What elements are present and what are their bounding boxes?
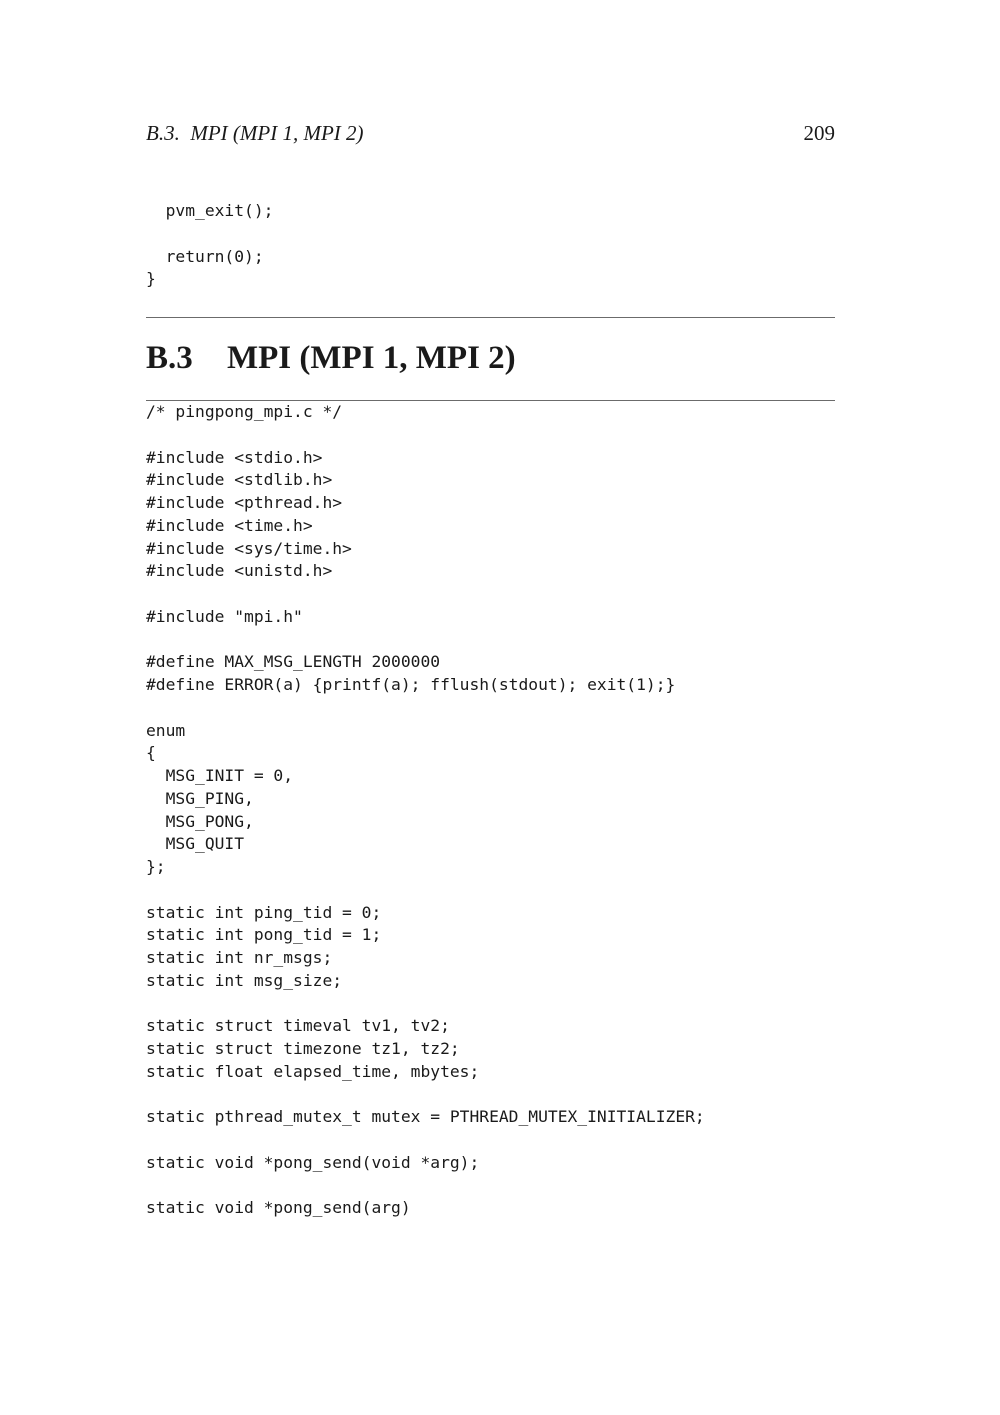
code-line: } — [146, 269, 156, 289]
code-line: static int msg_size; — [146, 970, 343, 990]
code-line: static void *pong_send(arg) — [146, 1198, 411, 1218]
code-line: #include <stdlib.h> — [146, 470, 333, 490]
code-line — [146, 583, 705, 606]
code-line — [146, 424, 705, 447]
code-line: #include <pthread.h> — [146, 493, 343, 512]
code-line: #define MAX_MSG_LENGTH 2000000 — [146, 652, 441, 672]
code-line: static pthread_mutex_t mutex = PTHREAD_MUTEX_INITIALIZER; — [146, 1107, 705, 1127]
code-line — [146, 879, 705, 902]
code-line: pvm_exit(); — [146, 201, 274, 220]
code-line: enum — [146, 720, 186, 740]
code-line: static int nr_msgs; — [146, 948, 333, 967]
code-line: }; — [146, 857, 166, 876]
running-header-section-label: B.3. — [146, 121, 180, 145]
section-rule-top — [146, 317, 835, 318]
section-number: B.3 — [146, 340, 193, 376]
code-line — [146, 629, 705, 652]
code-line — [146, 993, 705, 1016]
code-block-continuation — [146, 200, 273, 291]
code-line: MSG_INIT = 0, — [146, 766, 294, 785]
code-line — [146, 697, 705, 720]
code-line: { — [146, 743, 156, 763]
code-line — [146, 1175, 705, 1198]
section-heading — [146, 340, 516, 377]
code-line: static void *pong_send(void *arg); — [146, 1152, 480, 1172]
page-number: 209 — [803, 121, 835, 145]
code-line: static float elapsed_time, mbytes; — [146, 1061, 480, 1081]
code-line: return(0); — [146, 246, 264, 266]
code-block-pingpong-mpi — [146, 401, 705, 1220]
code-line — [146, 1084, 705, 1107]
code-line: MSG_QUIT — [146, 834, 245, 854]
code-line: #define ERROR(a) {printf(a); fflush(stdout); exit(1);} — [146, 675, 676, 694]
code-line: static struct timezone tz1, tz2; — [146, 1039, 460, 1058]
code-line: static int ping_tid = 0; — [146, 902, 382, 922]
code-line: /* pingpong_mpi.c */ — [146, 402, 343, 421]
code-line: #include <unistd.h> — [146, 561, 333, 581]
running-header-title — [146, 121, 364, 146]
code-line: #include <stdio.h> — [146, 447, 323, 467]
section-title: MPI (MPI 1, MPI 2) — [227, 340, 516, 376]
running-header-section-title: MPI (MPI 1, MPI 2) — [190, 121, 364, 145]
code-line: MSG_PONG, — [146, 811, 254, 831]
code-line: static int pong_tid = 1; — [146, 925, 382, 945]
code-line: static struct timeval tv1, tv2; — [146, 1016, 450, 1036]
code-line — [146, 223, 273, 246]
code-line: MSG_PING, — [146, 788, 254, 808]
code-line: #include "mpi.h" — [146, 606, 303, 626]
code-line — [146, 1129, 705, 1152]
running-header — [146, 121, 835, 147]
code-line: #include <sys/time.h> — [146, 538, 352, 558]
code-line: #include <time.h> — [146, 515, 313, 535]
